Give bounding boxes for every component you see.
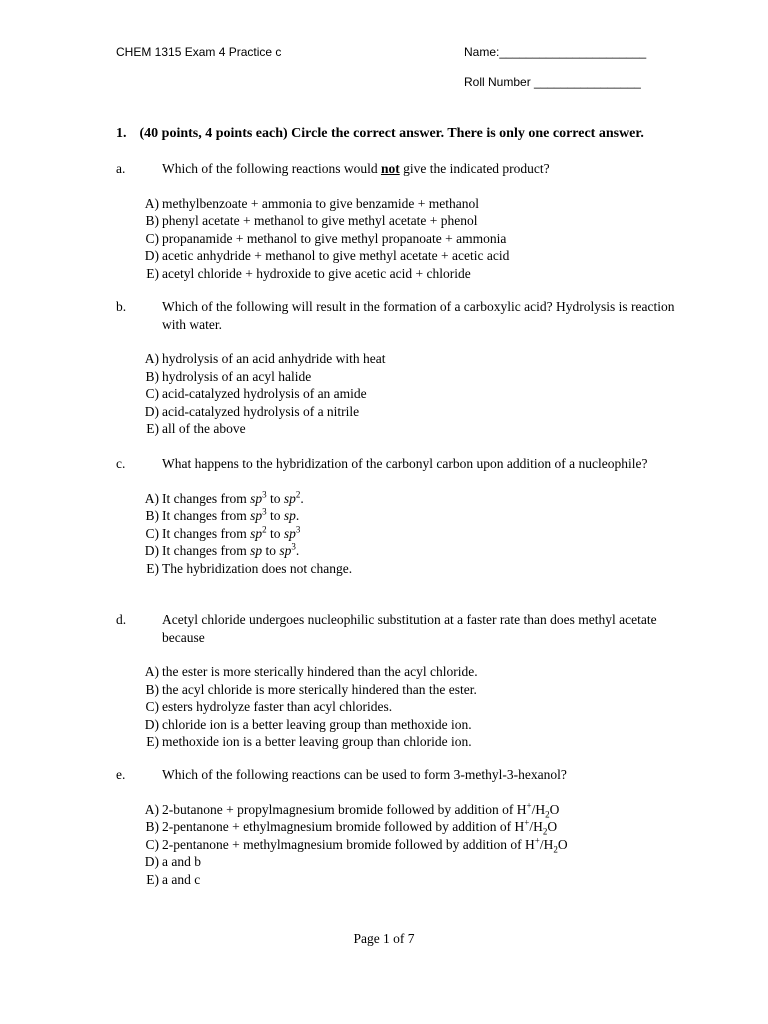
- question-d: [116, 611, 696, 751]
- option-a[interactable]: A) It changes from $sp^3$ to $sp^2$.: [144, 489, 304, 506]
- option-c[interactable]: C) 2-pentanone + methylmagnesium bromide followed by addition of $H^+/H_2O$: [145, 835, 568, 855]
- option-e[interactable]: E) acetyl chloride + hydroxide to give acetic acid + chloride: [146, 265, 471, 281]
- section-heading: [116, 126, 644, 142]
- option-d[interactable]: D) a and b: [144, 854, 201, 869]
- option-b[interactable]: B) hydrolysis of an acyl halide: [145, 368, 312, 384]
- question-b: [116, 298, 696, 438]
- option-c[interactable]: C) It changes from $sp^2$ to $sp^3$: [145, 524, 301, 541]
- option-a[interactable]: A) 2-butanone + propylmagnesium bromide followed by addition of $H^+/H_2O$: [144, 800, 560, 820]
- option-a[interactable]: A) hydrolysis of an acid anhydride with heat: [144, 351, 386, 366]
- question-a: [116, 160, 696, 282]
- emphasis-not: not: [380, 161, 400, 176]
- option-b[interactable]: B) phenyl acetate + methanol to give methyl acetate + phenol: [145, 213, 478, 228]
- question-letter: c.: [116, 456, 126, 471]
- question-stem: Which of the following reactions would not give the indicated product?: [162, 161, 550, 176]
- question-letter: d.: [116, 612, 127, 627]
- question-letter: a.: [116, 161, 126, 176]
- option-e[interactable]: E) methoxide ion is a better leaving group than chloride ion.: [146, 734, 472, 749]
- section-number: 1.: [116, 126, 127, 141]
- question-e: [116, 766, 696, 888]
- option-c[interactable]: C) acid-catalyzed hydrolysis of an amide: [145, 386, 367, 401]
- option-d[interactable]: D) It changes from sp to $sp^3$.: [144, 541, 300, 558]
- name-field: Name:______________________: [464, 45, 647, 59]
- section-instructions: (40 points, 4 points each) Circle the correct answer. There is only one correct answer.: [139, 126, 644, 141]
- option-b[interactable]: B) the acyl chloride is more sterically hindered than the ester.: [145, 681, 477, 697]
- roll-number-field: Roll Number ________________: [464, 75, 641, 89]
- question-stem: Acetyl chloride undergoes nucleophilic substitution at a faster rate than does methyl acetate because: [162, 612, 657, 645]
- option-a[interactable]: A) the ester is more sterically hindered than the acyl chloride.: [144, 664, 478, 679]
- option-d[interactable]: D) acid-catalyzed hydrolysis of a nitrile: [144, 403, 360, 419]
- option-c[interactable]: C) esters hydrolyze faster than acyl chlorides.: [145, 699, 393, 714]
- page-number: Page 1 of 7: [353, 931, 415, 946]
- question-stem: Which of the following will result in the formation of a carboxylic acid? Hydrolysis is reaction with water.: [162, 299, 675, 332]
- option-d[interactable]: D) acetic anhydride + methanol to give methyl acetate + acetic acid: [144, 248, 510, 263]
- course-title: CHEM 1315 Exam 4 Practice c: [116, 45, 282, 59]
- question-stem: What happens to the hybridization of the carbonyl carbon upon addition of a nucleophile?: [162, 456, 648, 471]
- question-stem: Which of the following reactions can be used to form 3-methyl-3-hexanol?: [162, 767, 567, 782]
- option-e[interactable]: E) a and c: [146, 871, 201, 887]
- question-letter: b.: [116, 299, 127, 314]
- option-b[interactable]: B) It changes from $sp^3$ to sp.: [145, 506, 300, 523]
- option-e[interactable]: E) all of the above: [146, 421, 246, 436]
- option-a[interactable]: A) methylbenzoate + ammonia to give benzamide + methanol: [144, 195, 479, 211]
- option-e[interactable]: E) The hybridization does not change.: [146, 560, 353, 576]
- option-c[interactable]: C) propanamide + methanol to give methyl propanoate + ammonia: [145, 230, 507, 246]
- option-d[interactable]: D) chloride ion is a better leaving group than methoxide ion.: [144, 716, 472, 732]
- option-b[interactable]: B) 2-pentanone + ethylmagnesium bromide followed by addition of $H^+/H_2O$: [145, 817, 558, 837]
- question-letter: e.: [116, 767, 126, 782]
- question-c: [116, 455, 696, 577]
